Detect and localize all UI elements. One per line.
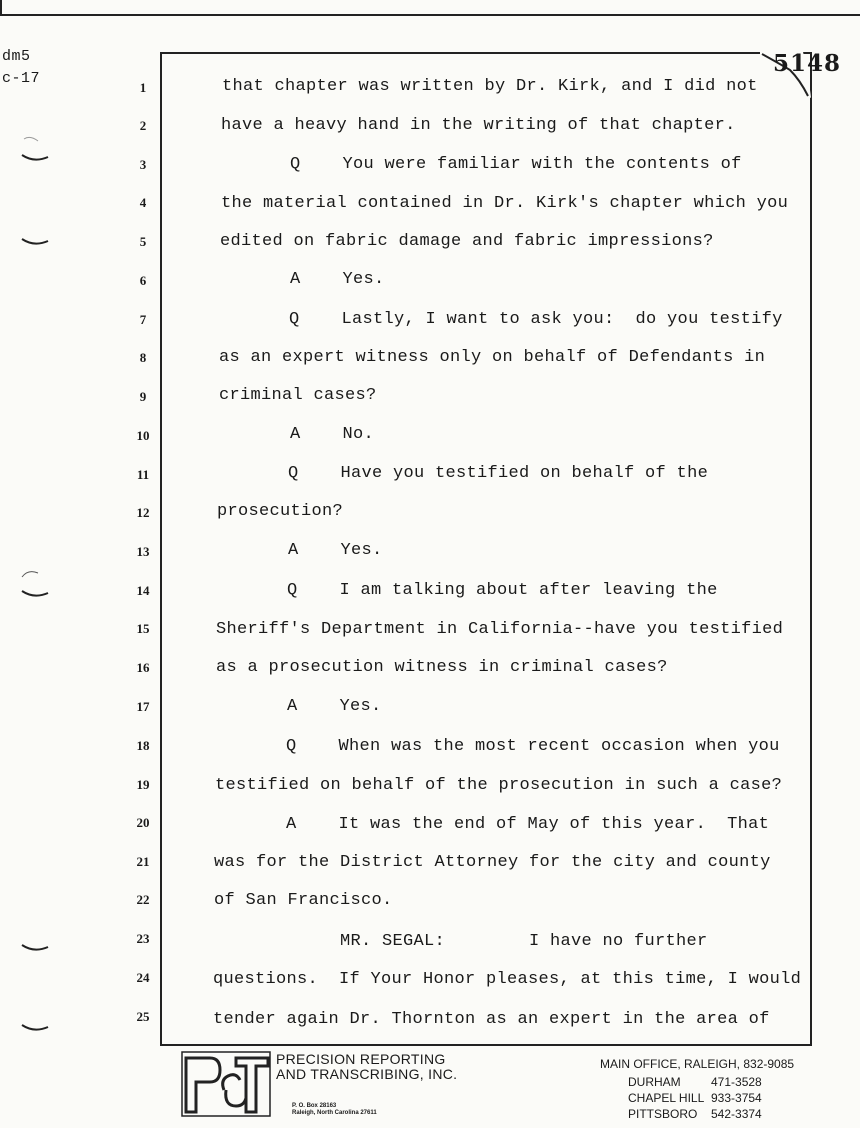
punch-mark-4 (20, 935, 60, 965)
line-number: 3 (139, 157, 147, 172)
line-number: 20 (136, 815, 150, 830)
line-number: 5 (139, 234, 147, 249)
punch-mark-1 (20, 125, 60, 165)
line-number: 1 (139, 80, 147, 95)
line-number: 7 (139, 312, 147, 327)
line-number: 23 (136, 931, 150, 946)
address-line1: P. O. Box 28163 (292, 1103, 337, 1109)
transcript-line: Sheriff's Department in California--have you testified (216, 620, 784, 639)
punch-mark-2 (20, 225, 60, 255)
transcript-line: Q Have you testified on behalf of the (288, 464, 709, 483)
margin-note-1: dm5 (2, 48, 31, 65)
transcript-line: of San Francisco. (214, 891, 393, 910)
line-number: 16 (136, 660, 150, 675)
transcript-line: as an expert witness only on behalf of Defendants in (219, 348, 766, 367)
transcript-line: Q Lastly, I want to ask you: do you testify (289, 310, 783, 329)
company-name-line1: PRECISION REPORTING (276, 1051, 446, 1067)
office-list (600, 1056, 794, 1122)
office-phone: 471-3528 (711, 1075, 762, 1089)
transcript-line: the material contained in Dr. Kirk's chapter which you (221, 194, 789, 213)
office-row (628, 1090, 794, 1106)
office-row (628, 1106, 794, 1122)
transcript-line: criminal cases? (219, 386, 377, 405)
transcript-line: have a heavy hand in the writing of that chapter. (221, 116, 736, 135)
company-address (292, 1103, 377, 1117)
transcript-line: tender again Dr. Thornton as an expert in the area of (213, 1010, 770, 1029)
line-number: 11 (136, 467, 150, 482)
office-phone: 933-3754 (711, 1091, 762, 1105)
transcript-line: MR. SEGAL: I have no further (340, 932, 708, 951)
line-number: 2 (139, 118, 147, 133)
line-number: 12 (136, 505, 150, 520)
company-logo (180, 1050, 272, 1118)
transcript-line: testified on behalf of the prosecution in such a case? (215, 776, 783, 795)
transcript-line: A Yes. (290, 270, 385, 289)
line-number: 22 (136, 892, 150, 907)
line-number: 24 (136, 970, 150, 985)
company-name (276, 1052, 457, 1082)
transcript-line: edited on fabric damage and fabric impressions? (220, 232, 714, 251)
page-number: 5148 (773, 50, 842, 77)
main-office: MAIN OFFICE, RALEIGH, 832-9085 (600, 1057, 795, 1071)
line-number: 13 (136, 544, 150, 559)
transcript-line: A Yes. (288, 541, 383, 560)
transcript-line: that chapter was written by Dr. Kirk, and I did not (222, 77, 758, 96)
line-number: 15 (136, 621, 150, 636)
transcript-line: questions. If Your Honor pleases, at this time, I would (213, 970, 802, 989)
office-name: CHAPEL HILL (628, 1091, 705, 1105)
transcript-line: prosecution? (217, 502, 344, 521)
line-number: 8 (139, 350, 147, 365)
company-name-line2: AND TRANSCRIBING, INC. (276, 1066, 458, 1082)
transcript-line: as a prosecution witness in criminal cases? (216, 658, 668, 677)
punch-mark-3 (20, 565, 60, 605)
punch-mark-5 (20, 1015, 60, 1045)
margin-note-2: c-17 (2, 70, 41, 87)
line-number: 4 (139, 195, 147, 210)
office-name: DURHAM (628, 1075, 681, 1089)
transcript-line: A Yes. (287, 697, 382, 716)
line-number: 9 (139, 389, 147, 404)
transcript-line: was for the District Attorney for the city and county (214, 853, 771, 872)
transcript-line: Q When was the most recent occasion when you (286, 737, 780, 756)
top-rule (0, 14, 860, 16)
office-name: PITTSBORO (628, 1107, 698, 1121)
office-phone: 542-3374 (711, 1107, 762, 1121)
line-number: 21 (136, 854, 150, 869)
transcript-line: Q I am talking about after leaving the (287, 581, 718, 600)
line-number: 14 (136, 583, 150, 598)
line-number: 18 (136, 738, 150, 753)
line-number: 6 (139, 273, 147, 288)
line-number: 17 (136, 699, 150, 714)
transcript-line: Q You were familiar with the contents of (290, 155, 742, 174)
office-row (628, 1074, 794, 1090)
transcript-line: A No. (290, 425, 375, 444)
top-rule-tick (0, 0, 2, 16)
address-line2: Raleigh, North Carolina 27611 (292, 1110, 377, 1116)
line-number: 19 (136, 777, 150, 792)
transcript-line: A It was the end of May of this year. That (286, 815, 770, 834)
line-number: 25 (136, 1009, 150, 1024)
line-number: 10 (136, 428, 150, 443)
